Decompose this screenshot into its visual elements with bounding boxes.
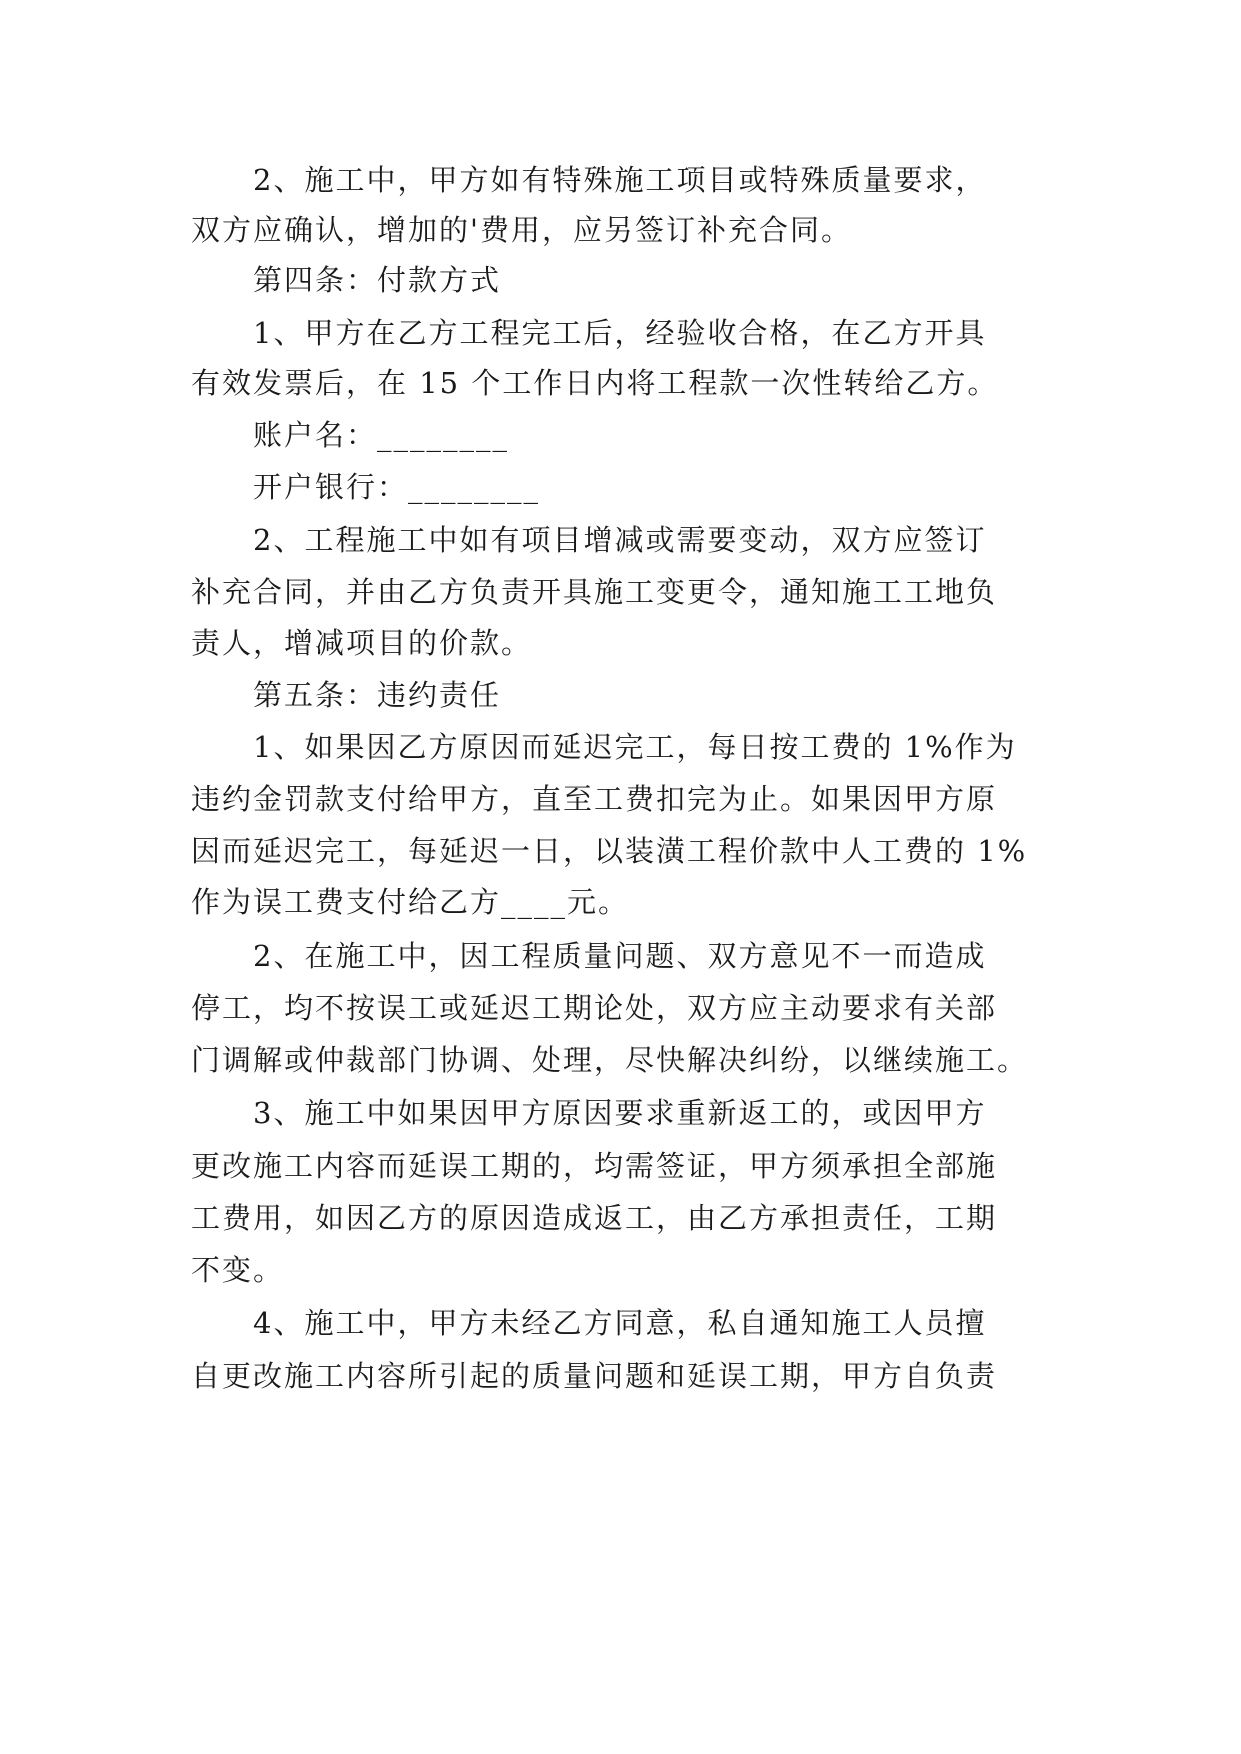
- clause-5-heading: 第五条：违约责任: [253, 678, 502, 712]
- clause-4-item-2-line-3: 责人，增减项目的价款。: [191, 626, 533, 660]
- clause-3-item-2-line-1: 2、施工中，甲方如有特殊施工项目或特殊质量要求，: [253, 163, 987, 197]
- clause-4-item-2-line-1: 2、工程施工中如有项目增减或需要变动，双方应签订: [253, 523, 987, 557]
- clause-5-item-4-line-2: 自更改施工内容所引起的质量问题和延误工期，甲方自负责: [191, 1359, 998, 1393]
- clause-4-heading: 第四条：付款方式: [253, 263, 502, 297]
- clause-5-item-2-line-3: 门调解或仲裁部门协调、处理，尽快解决纠纷，以继续施工。: [191, 1043, 1029, 1077]
- clause-5-item-3-line-2: 更改施工内容而延误工期的，均需签证，甲方须承担全部施: [191, 1149, 998, 1183]
- account-name-line: 账户名：________: [253, 418, 510, 452]
- clause-5-item-1-line-4: 作为误工费支付给乙方____元。: [191, 885, 630, 919]
- clause-5-item-1-line-1: 1、如果因乙方原因而延迟完工，每日按工费的 1%作为: [253, 730, 1017, 764]
- clause-4-item-1-line-2: 有效发票后，在 15 个工作日内将工程款一次性转给乙方。: [191, 366, 999, 400]
- clause-5-item-4-line-1: 4、施工中，甲方未经乙方同意，私自通知施工人员擅: [253, 1306, 987, 1340]
- clause-5-item-3-line-3: 工费用，如因乙方的原因造成返工，由乙方承担责任，工期: [191, 1201, 998, 1235]
- clause-5-item-3-line-1: 3、施工中如果因甲方原因要求重新返工的，或因甲方: [253, 1096, 987, 1130]
- clause-4-item-1-line-1: 1、甲方在乙方工程完工后，经验收合格，在乙方开具: [253, 316, 987, 350]
- clause-5-item-2-line-2: 停工，均不按误工或延迟工期论处，双方应主动要求有关部: [191, 991, 998, 1025]
- clause-5-item-2-line-1: 2、在施工中，因工程质量问题、双方意见不一而造成: [253, 939, 987, 973]
- clause-5-item-1-line-2: 违约金罚款支付给甲方，直至工费扣完为止。如果因甲方原: [191, 782, 998, 816]
- clause-3-item-2-line-2: 双方应确认，增加的'费用，应另签订补充合同。: [191, 213, 852, 247]
- bank-name-line: 开户银行：________: [253, 470, 541, 504]
- clause-5-item-1-line-3: 因而延迟完工，每延迟一日，以装潢工程价款中人工费的 1%: [191, 834, 1028, 868]
- clause-4-item-2-line-2: 补充合同，并由乙方负责开具施工变更令，通知施工工地负: [191, 575, 998, 609]
- clause-5-item-3-line-4: 不变。: [191, 1253, 285, 1287]
